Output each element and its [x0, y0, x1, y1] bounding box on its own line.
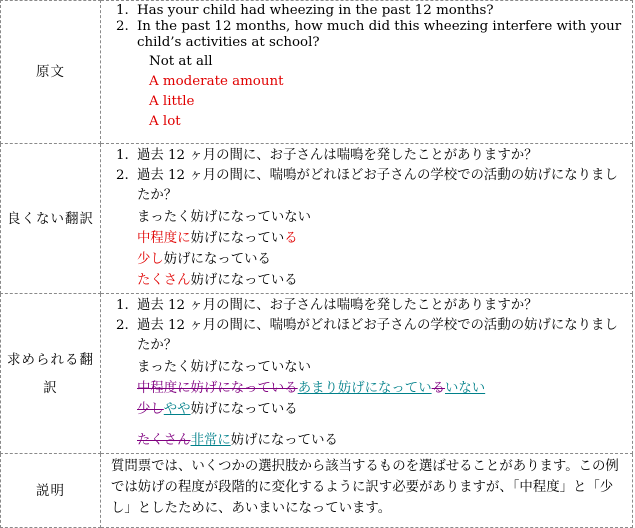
good-question-1: 1. 過去 12 ヶ月の間に、お子さんは喘鳴を発したことがありますか？ — [133, 296, 628, 316]
original-content — [101, 1, 633, 144]
row-bad-translation — [1, 144, 633, 294]
good-option-3 — [137, 399, 628, 420]
original-option-moderate: A moderate amount — [149, 74, 284, 89]
good-option-4 — [137, 430, 628, 451]
explanation-text: 質問票では、いくつかの選択肢から該当するものを選ばせることがあります。この例では妨げの程度が段階的に変化するように訳す必要がありますが、「中程度」と「少し」としたために、あいまいになっています。 — [101, 454, 633, 528]
good-option-3-text: 妨げになっている — [190, 402, 298, 417]
bad-option-2 — [137, 228, 628, 249]
row-good-translation — [1, 294, 633, 454]
original-options — [111, 52, 628, 132]
bad-option-2-text: 妨げになってい — [190, 231, 285, 246]
good-option-2 — [137, 378, 628, 399]
bad-option-3-highlight: 少し — [137, 252, 164, 267]
good-option-4-deleted: たくさん — [137, 433, 191, 448]
good-option-1: まったく妨げになっていない — [137, 360, 312, 375]
bad-question-list — [111, 146, 628, 206]
good-options — [111, 357, 628, 451]
good-option-2-inserted: あまり妨げになってい — [297, 381, 432, 396]
original-question-2: 2. In the past 12 months, how much did this wheezing interfere with your child’s activities at school? — [133, 19, 628, 51]
bad-option-4-text: 妨げになっている — [190, 273, 298, 288]
bad-translation-content — [101, 144, 633, 294]
bad-option-4 — [137, 270, 628, 291]
good-options-spacer — [137, 420, 628, 430]
label-original: 原文 — [1, 1, 101, 144]
bad-option-3-text: 妨げになっている — [163, 252, 271, 267]
good-option-3-deleted: 少し — [137, 402, 164, 417]
label-explanation: 説明 — [1, 454, 101, 528]
bad-option-1: まったく妨げになっていない — [137, 210, 312, 225]
good-option-4-text: 妨げになっている — [230, 433, 338, 448]
row-original — [1, 1, 633, 144]
original-question-1: 1. Has your child had wheezing in the past 12 months? — [133, 3, 628, 19]
good-translation-content — [101, 294, 633, 454]
good-question-list — [111, 296, 628, 356]
good-option-2-deleted-end: る — [431, 381, 445, 396]
bad-question-1: 1. 過去 12 ヶ月の間に、お子さんは喘鳴を発したことがありますか？ — [133, 146, 628, 166]
bad-option-3 — [137, 249, 628, 270]
original-option-little: A little — [149, 94, 195, 109]
label-bad-translation: 良くない翻訳 — [1, 144, 101, 294]
bad-option-2-highlight: 中程度に — [137, 231, 191, 246]
bad-question-2: 2. 過去 12 ヶ月の間に、喘鳴がどれほどお子さんの学校での活動の妨げになりましたか？ — [133, 166, 628, 206]
good-option-2-deleted: 中程度に妨げになっている — [137, 381, 298, 396]
good-option-4-inserted: 非常に — [190, 433, 231, 448]
original-option-lot: A lot — [149, 114, 181, 129]
bad-options — [111, 207, 628, 291]
original-option-not-at-all: Not at all — [149, 54, 213, 69]
original-question-list — [111, 3, 628, 51]
bad-option-4-highlight: たくさん — [137, 273, 191, 288]
bad-option-2-highlight-end: る — [284, 231, 298, 246]
good-option-2-inserted-end: いない — [444, 381, 486, 396]
label-good-translation: 求められる翻訳 — [1, 294, 101, 454]
good-option-3-inserted: やや — [163, 402, 191, 417]
row-explanation — [1, 454, 633, 528]
good-question-2: 2. 過去 12 ヶ月の間に、喘鳴がどれほどお子さんの学校での活動の妨げになりましたか？ — [133, 316, 628, 356]
